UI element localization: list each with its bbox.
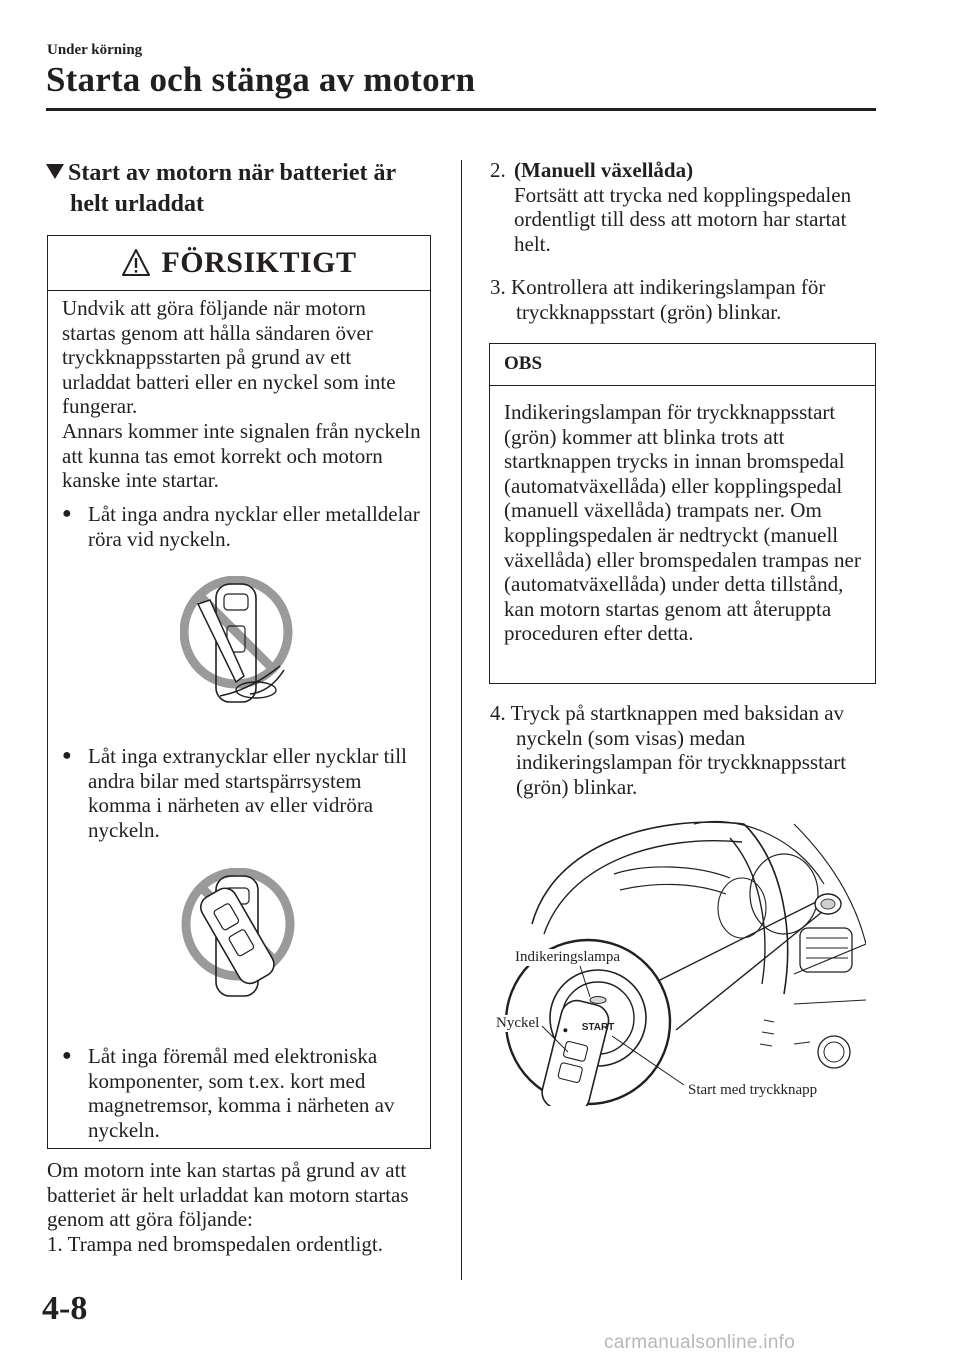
step-1: 1. Trampa ned bromspedalen ordentligt. [47,1232,383,1256]
watermark: carmanualsonline.info [604,1332,796,1353]
caution-bullet: ● Låt inga andra nycklar eller metalldelar röra vid nyckeln. [62,502,420,551]
note-box [489,343,876,684]
start-button-text: START [581,1022,615,1033]
start-button-illustration [494,804,866,1106]
battery-dead-paragraph: Om motorn inte kan startas på grund av att batteriet är helt urladdat kan motorn startas genom att göra följande: [47,1158,409,1232]
section-heading: Start av motorn när batteriet är helt urladdat [46,158,441,220]
label-key: Nyckel [496,1015,540,1031]
caution-bullet: ● Låt inga extranycklar eller nycklar till andra bilar med startspärrsystem komma i närheten av eller vidröra nyckeln. [62,744,407,842]
caution-box [47,235,431,1149]
warning-triangle-icon [121,248,151,278]
note-text: Indikeringslampan för tryckknappsstart (grön) kommer att blinka trots att startknappen trycks in innan bromspedal (automatväxellåda) eller kopplingspedal (manuell växellåda) trampats ner. Om kopplingspedalen är nedtryckt (manuell växellåda) eller bromspedalen trampas ner (automatväxellåda) under detta tillstånd, kan motorn startas genom att återuppta proceduren efter detta. [504,400,861,646]
caution-header [48,236,430,291]
key-with-metal-illustration [180,576,306,718]
caution-intro: Undvik att göra följande när motorn startas genom att hålla sändaren över tryckknappsstarten på grund av ett urladdat batteri eller en nyckel som inte fungerar. [62,296,396,419]
page-number: 4-8 [42,1290,88,1327]
step-2: 2. (Manuell växellåda) Fortsätt att trycka ned kopplingspedalen ordentligt till dess att motorn har startat helt. [490,158,880,256]
column-divider [461,160,462,1280]
note-title: OBS [504,353,543,374]
label-indicator-lamp: Indikeringslampa [515,949,620,965]
step-2-title: (Manuell växellåda) [514,158,694,182]
caution-intro-2: Annars kommer inte signalen från nyckeln att kunna tas emot korrekt och motorn kanske inte startar. [62,419,421,493]
bullet-icon: ● [62,747,72,764]
step-3: 3. Kontrollera att indikeringslampan för tryckknappsstart (grön) blinkar. [490,275,826,324]
section-label: Under körning [47,42,143,58]
step-4: 4. Tryck på startknappen med baksidan av nyckeln (som visas) medan indikeringslampan för tryckknappsstart (grön) blinkar. [490,701,847,799]
bullet-icon: ● [62,1047,72,1064]
triangle-marker-icon [46,164,64,179]
label-push-start: Start med tryckknapp [688,1082,818,1098]
title-rule [46,108,876,111]
note-header [490,344,875,386]
bullet-icon: ● [62,505,72,522]
step-2-text: Fortsätt att trycka ned kopplingspedalen ordentligt till dess att motorn har startat helt. [514,182,852,256]
caution-title: FÖRSIKTIGT [161,246,357,279]
two-keys-illustration [180,868,306,1006]
page-title: Starta och stänga av motorn [46,60,476,99]
caution-bullet: ● Låt inga föremål med elektroniska komponenter, som t.ex. kort med magnetremsor, komma i närheten av nyckeln. [62,1044,395,1142]
